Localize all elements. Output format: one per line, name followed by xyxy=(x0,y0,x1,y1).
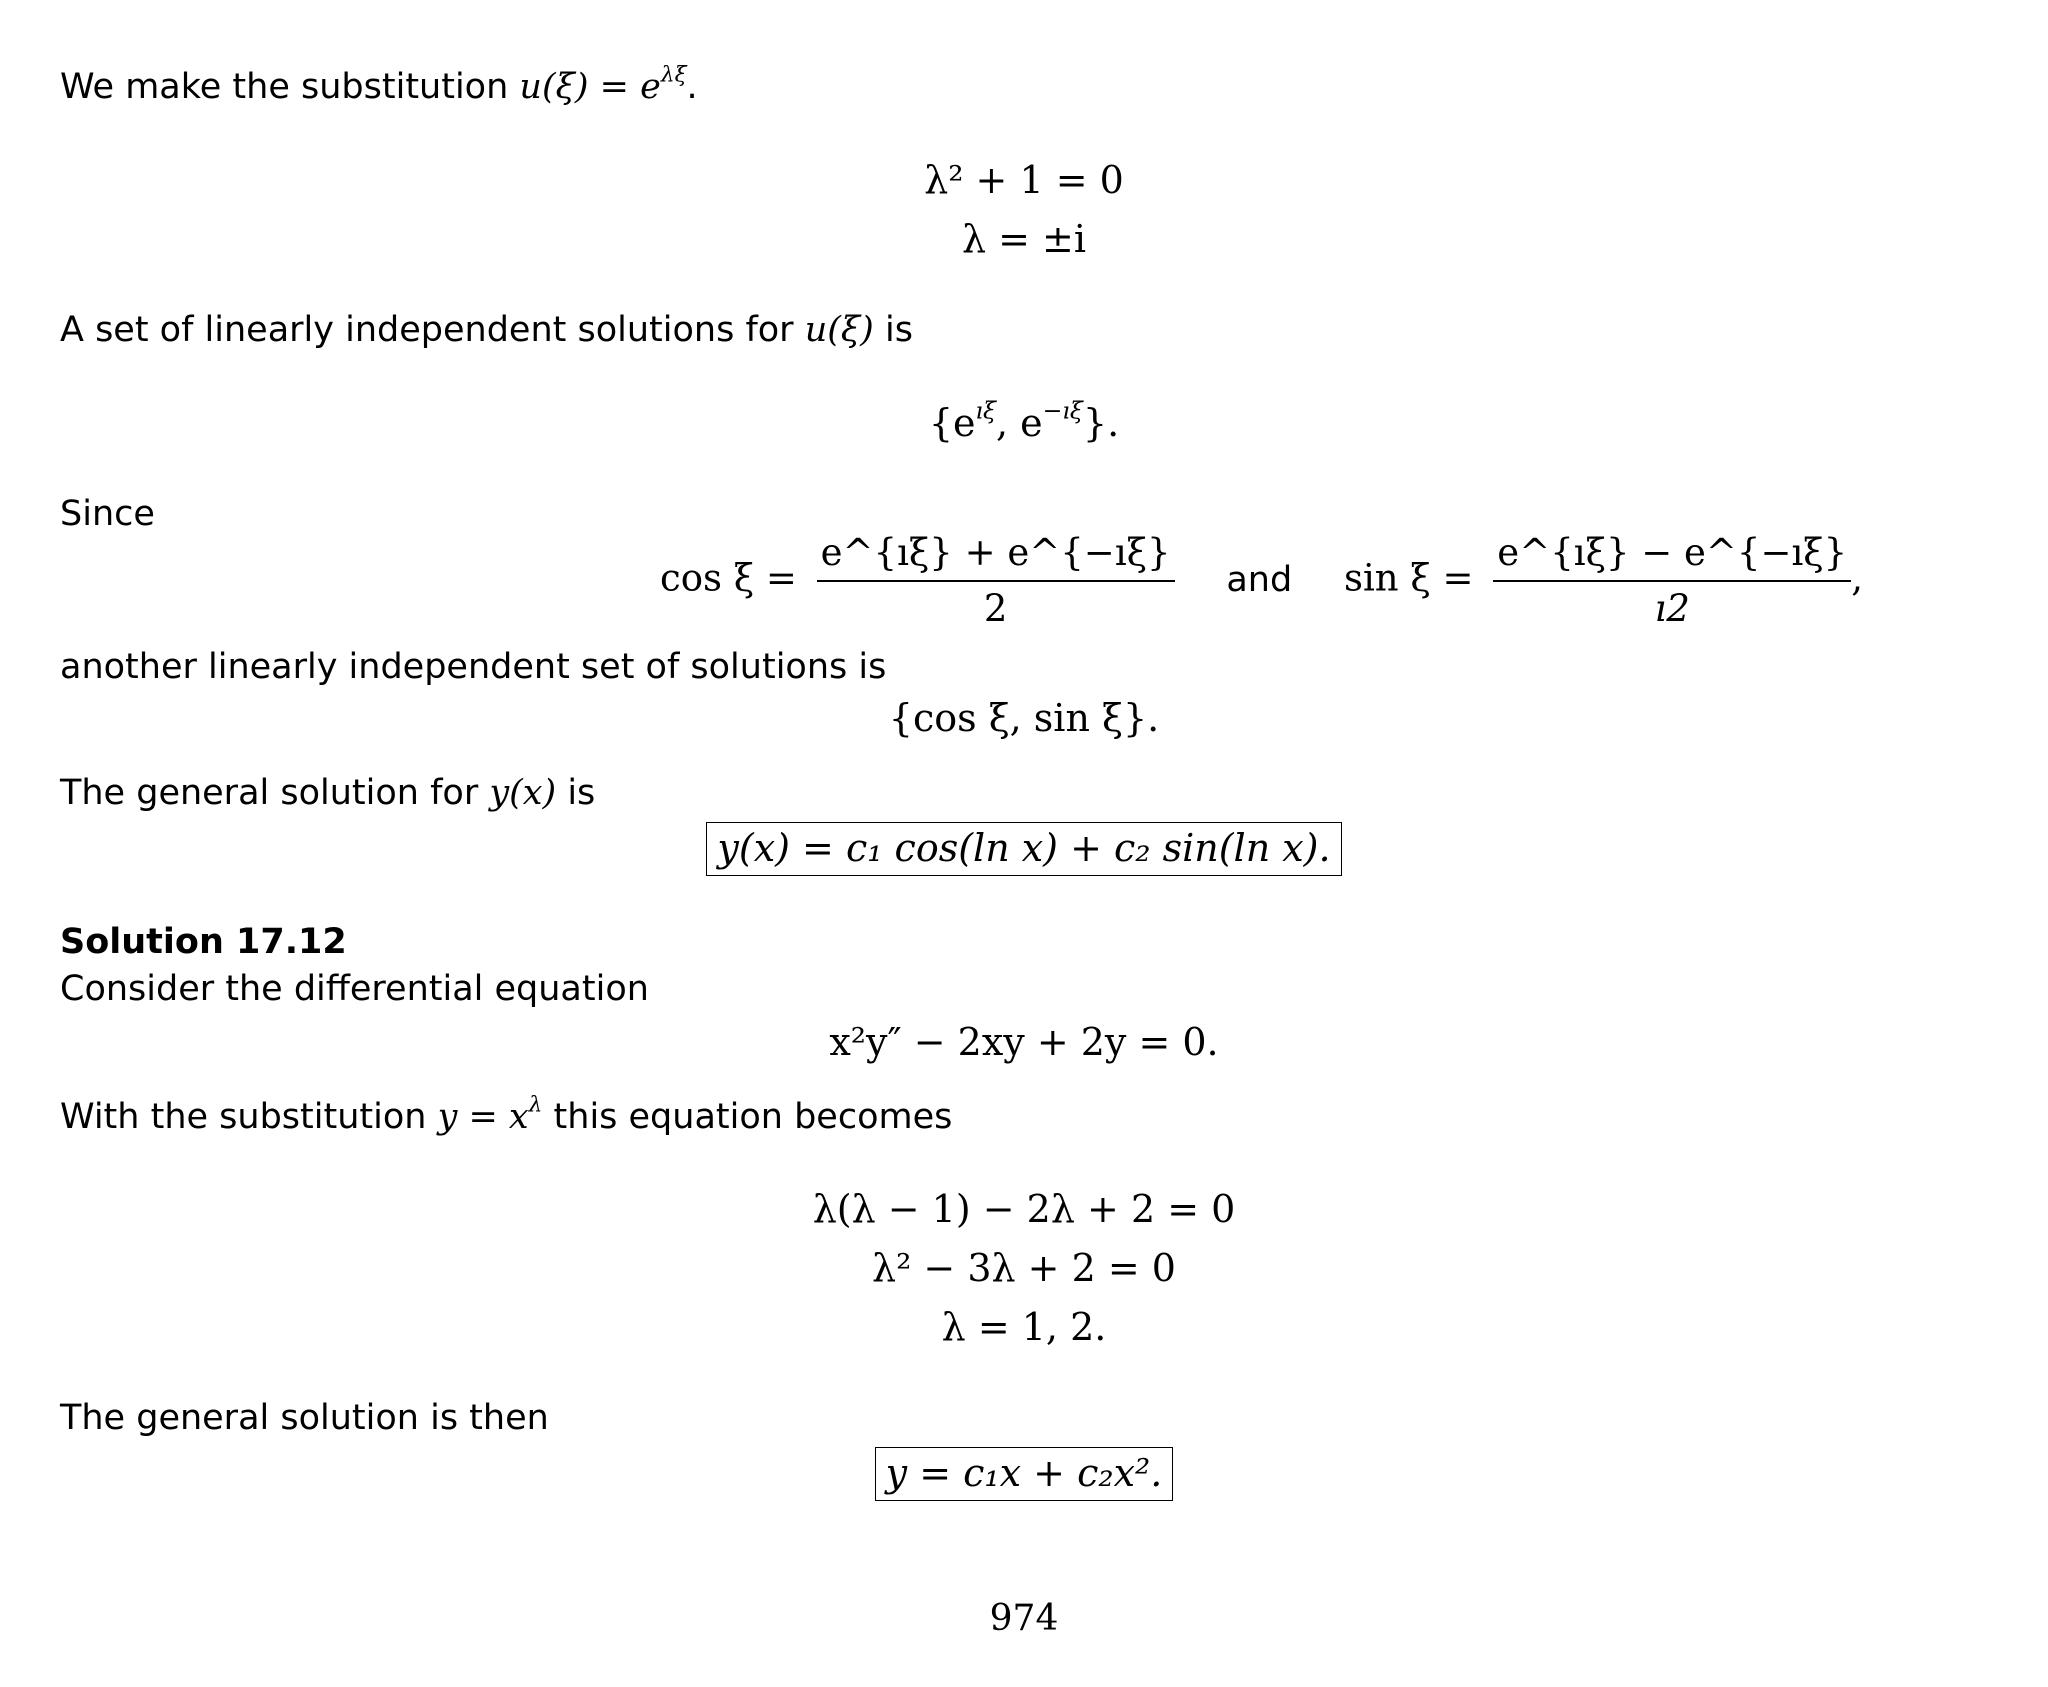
substitution-2-suffix: this equation becomes xyxy=(542,1097,953,1137)
general-solution-sentence xyxy=(60,771,595,815)
substitution-2-exponent: λ xyxy=(528,1092,543,1118)
sin-numerator: e^{ıξ} − e^{−ıξ} xyxy=(1493,530,1851,582)
trig-solution-set: {cos ξ, sin ξ}. xyxy=(888,696,1160,740)
substitution-exponent: λξ xyxy=(660,62,687,88)
indicial-roots: λ = 1, 2. xyxy=(941,1305,1107,1349)
exponential-solution-set xyxy=(0,396,2048,446)
another-set-sentence: another linearly independent set of solutions is xyxy=(60,647,887,687)
solutions-sentence xyxy=(60,308,913,352)
solutions-math: u(ξ) xyxy=(804,310,874,350)
solutions-text: A set of linearly independent solutions for xyxy=(60,310,805,350)
consider-sentence: Consider the differential equation xyxy=(60,969,649,1009)
indicial-equation: λ(λ − 1) − 2λ + 2 = 0 xyxy=(812,1187,1236,1231)
and-word: and xyxy=(1226,559,1293,600)
sin-fraction xyxy=(1493,530,1851,632)
substitution-text: We make the substitution xyxy=(60,67,520,107)
boxed-solution-2: y = c₁x + c₂x². xyxy=(875,1447,1174,1501)
general-solution-math: y(x) xyxy=(489,773,557,813)
boxed-solution-1: y(x) = c₁ cos(ln x) + c₂ sin(ln x). xyxy=(706,822,1341,876)
cos-numerator: e^{ıξ} + e^{−ıξ} xyxy=(817,530,1175,582)
set-separator: , e xyxy=(996,401,1043,445)
euler-identities xyxy=(660,530,1863,632)
substitution-period: . xyxy=(686,67,698,107)
boxed-final-solution xyxy=(0,1447,2048,1501)
general-solution-suffix: is xyxy=(556,773,596,813)
identity-comma: , xyxy=(1851,556,1863,600)
set-exponent-1: ıξ xyxy=(975,396,997,425)
substitution-math: u(ξ) = e xyxy=(519,67,661,107)
sin-denominator: ı2 xyxy=(1654,587,1690,630)
characteristic-equation: λ² + 1 = 0 xyxy=(924,158,1124,202)
set-open: {e xyxy=(928,401,976,445)
general-solution-text: The general solution for xyxy=(60,773,490,813)
solution-heading: Solution 17.12 xyxy=(60,922,347,962)
cos-denominator: 2 xyxy=(983,587,1008,630)
final-solution-sentence: The general solution is then xyxy=(60,1398,549,1438)
set-close: }. xyxy=(1082,401,1120,445)
page-number: 974 xyxy=(989,1598,1059,1639)
indicial-quadratic: λ² − 3λ + 2 = 0 xyxy=(872,1246,1176,1290)
characteristic-roots: λ = ±i xyxy=(961,217,1087,261)
substitution-2-math: y = x xyxy=(437,1097,529,1137)
substitution-sentence-2 xyxy=(60,1092,953,1139)
solutions-suffix: is xyxy=(873,310,913,350)
cos-fraction xyxy=(817,530,1175,632)
substitution-sentence xyxy=(60,62,698,109)
sin-lhs: sin ξ = xyxy=(1343,556,1474,600)
set-exponent-2: −ıξ xyxy=(1042,396,1083,425)
substitution-2-text: With the substitution xyxy=(60,1097,438,1137)
since-text: Since xyxy=(60,494,155,534)
differential-equation: x²y″ − 2xy + 2y = 0. xyxy=(829,1020,1219,1064)
cos-lhs: cos ξ = xyxy=(660,556,797,600)
boxed-general-solution xyxy=(0,822,2048,876)
